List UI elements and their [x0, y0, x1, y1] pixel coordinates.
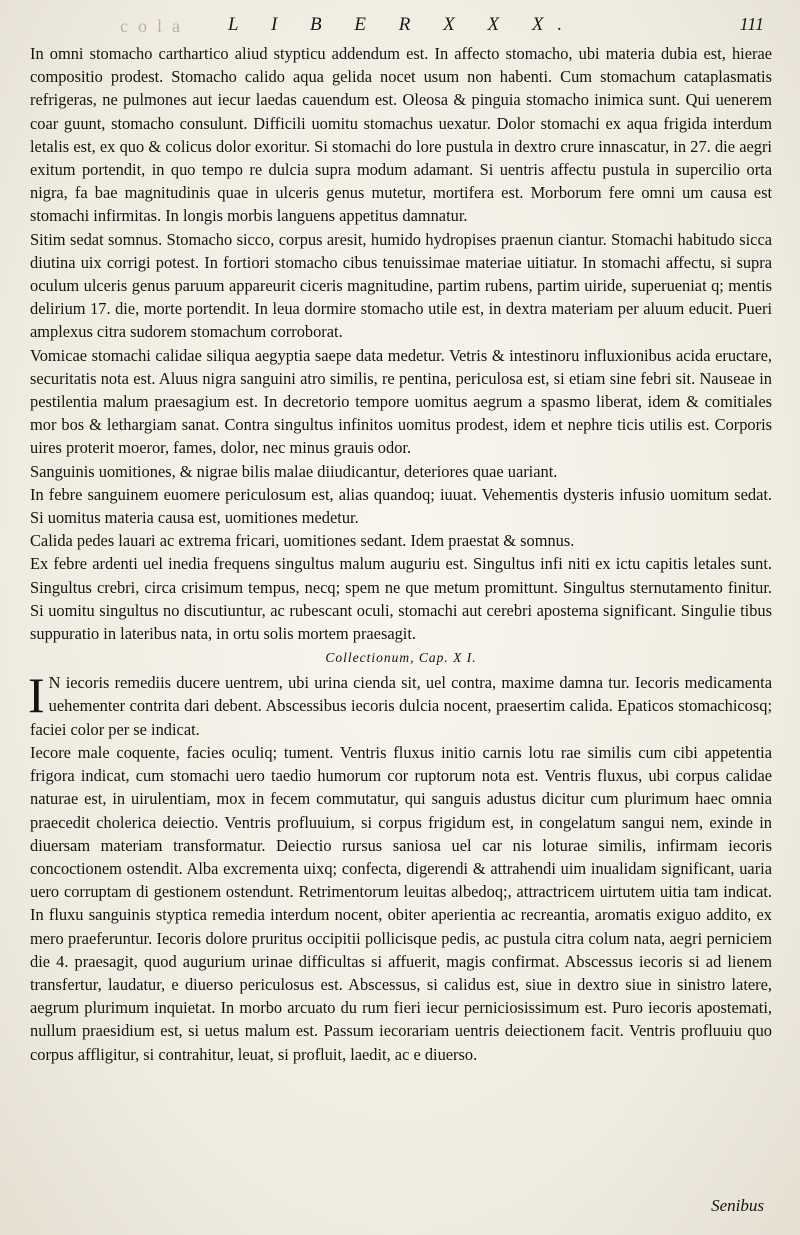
paragraph: Sanguinis uomitiones, & nigrae bilis malae diiudicantur, deteriores quae uariant.: [30, 461, 558, 481]
text-block: [30, 42, 772, 1066]
drop-cap: I: [28, 667, 45, 724]
paragraph: In omni stomacho carthartico aliud stypticu addendum est. In affecto stomacho, ubi materia dubia est, hierae compositio prodest. Stomacho calido aqua gelida nocet usum non habenti. Cum stomachum cataplasmatis refrigeras, ne pulmones aut iecur laedas cauendum est. Oleosa & pinguia stomacho inimica sunt. Qui uenerem coar guunt, stomacho consulunt. Difficili uomitu stomachus uexatur. Dolor stomachi ex aqua frigida interdum letalis est, ex quo & colicus dolor exoritur. Si stomachi do lore pustula in dextro crure innascatur, in 27. die aegri exitum portendit, in quo tempo re dulcia supra modum adamant. Si uentris affectu pustula in supercilio orta nigra, fa bae magnitudinis quae in ulceris genus mutetur, mortifera est. Morborum fere omni um causa est stomachi infirmitas. In longis morbis languens appetitus damnatur.: [30, 44, 772, 226]
page-number: 111: [739, 14, 764, 34]
paragraph: Calida pedes lauari ac extrema fricari, uomitiones sedant. Idem praestat & somnus.: [30, 531, 575, 551]
chapter-opening-paragraph: [28, 667, 772, 741]
running-head: [0, 14, 800, 38]
paragraph: Vomicae stomachi calidae siliqua aegyptia saepe data medetur. Vetris & intestinoru influxionibus acida eructare, securitatis nota est. Aluus nigra sanguini atro similis, re pentina, periculosa est, si etiam sine febri sit. Nauseae in pestilentia malum praesagium est. In decretorio tempore uomitus aegrum a spasmo liberat, idem & comitiales mor bos & lethargiam sanat. Contra singultus infinitos uomitus prodest, idem et nephre ticis utilis est. Corporis uires proterit moeror, fames, dolor, nec minus grauis odor.: [30, 345, 772, 458]
paragraph: In febre sanguinem euomere periculosum est, alias quandoq; iuuat. Vehementis dysteris infusio uomitum sedat. Si uomitus materia causa est, uomitiones medetur.: [30, 484, 772, 528]
show-through-text: cola: [120, 16, 190, 36]
paragraph-text: N iecoris remediis ducere uentrem, ubi urina cienda sit, uel contra, maxime damna tur. Iecoris medicamenta uehementer contrita dari debent. Abscessibus iecoris dulcia nocent, praesertim calida. Epaticos stomachicosq; faciei color per se indicat.: [30, 673, 772, 739]
paragraph: Ex febre ardenti uel inedia frequens singultus malum auguriu est. Singultus infi niti ex ictu capitis letales sunt. Singultus crebri, circa crisimum tempus, necq; spem ne que metum promittunt. Singultus sternutamento finitur. Si uomitu singultus no discutiuntur, ac rubescant oculi, stomachi aut cerebri apostema significant. Singulie tibus suppuratio in lateribus nata, in ortu solis mortem praesagit.: [30, 554, 772, 644]
chapter-heading: Collectionum, Cap. X I.: [325, 650, 477, 666]
book-title: L I B E R X X X.: [228, 14, 577, 35]
catchword: Senibus: [711, 1196, 764, 1215]
paragraph: Iecore male coquente, facies oculiq; tument. Ventris fluxus initio carnis lotu rae similis cum cibi appetentia frigora indicat, cum stomachi uero taedio humorum cor ruptorum nota est. Ventris fluxus, ubi corpus calidae naturae est, in uirulentiam, mox in fecem commutatur, qui sanguis adustus dicitur cum plurimum haec omnia praecedit cholerica deiectio. Ventris profluuium, si corpus frigidum est, in congelatum sangui nem, exinde in diuersam materiam transformatur. Deiectio rursus saniosa uel car nis loturae similis, infirmam iecoris concoctionem ostendit. Alba excrementa uixq; confecta, digerendi & attrahendi uim inualidam significant, uaria uero corruptam di gestionem ostendunt. Retrimentorum leuitas albedoq;, attractricem uirtutem uitia tam indicat. In fluxu sanguinis styptica remedia interdum nocent, obiter aperientia ac recreantia, aromatis exiguo addito, ex mero praeferuntur. Iecoris dolore pruritus occipitii pollicisque pedis, ac pustula citra colum nata, aegri perniciem die 4. praesagit, quod augurium urinae difficultas si affuerit, magis confirmat. Abscessus iecoris si ad lienem transfertur, laudatur, e diuerso periculosus est. Abscessus, si calidus est, siue in dextro siue in sinistro latere, aegrum plurimum inquietat. In morbo arcuato du rum fieri iecur perniciosissimum est. Puro iecoris apostemati, nullum praesidium est, si uetus malum est. Passum iecorariam uentris deiectionem facit. Ventris profluuiu quo corpus affligitur, si contrahitur, leuat, si profluit, laedit, ac e diuerso.: [30, 742, 772, 1064]
paragraph: Sitim sedat somnus. Stomacho sicco, corpus aresit, humido hydropises praenun ciantur. Stomachi habitudo sicca diutina uix corrigi potest. In fortiori stomacho cibus tenuissimae materiae uitiatur. In stomachi affectu, si supra oculum ulceris genus paruum appareurit ciceris magnitudine, partim rubens, partim uiride, superueniat q; mentis delirium 17. die, morte portendit. In leua dormire stomacho utile est, in dextra materiam per aluum educit. Pueri amplexus citra sudorem stomachum corroborat.: [30, 229, 772, 342]
